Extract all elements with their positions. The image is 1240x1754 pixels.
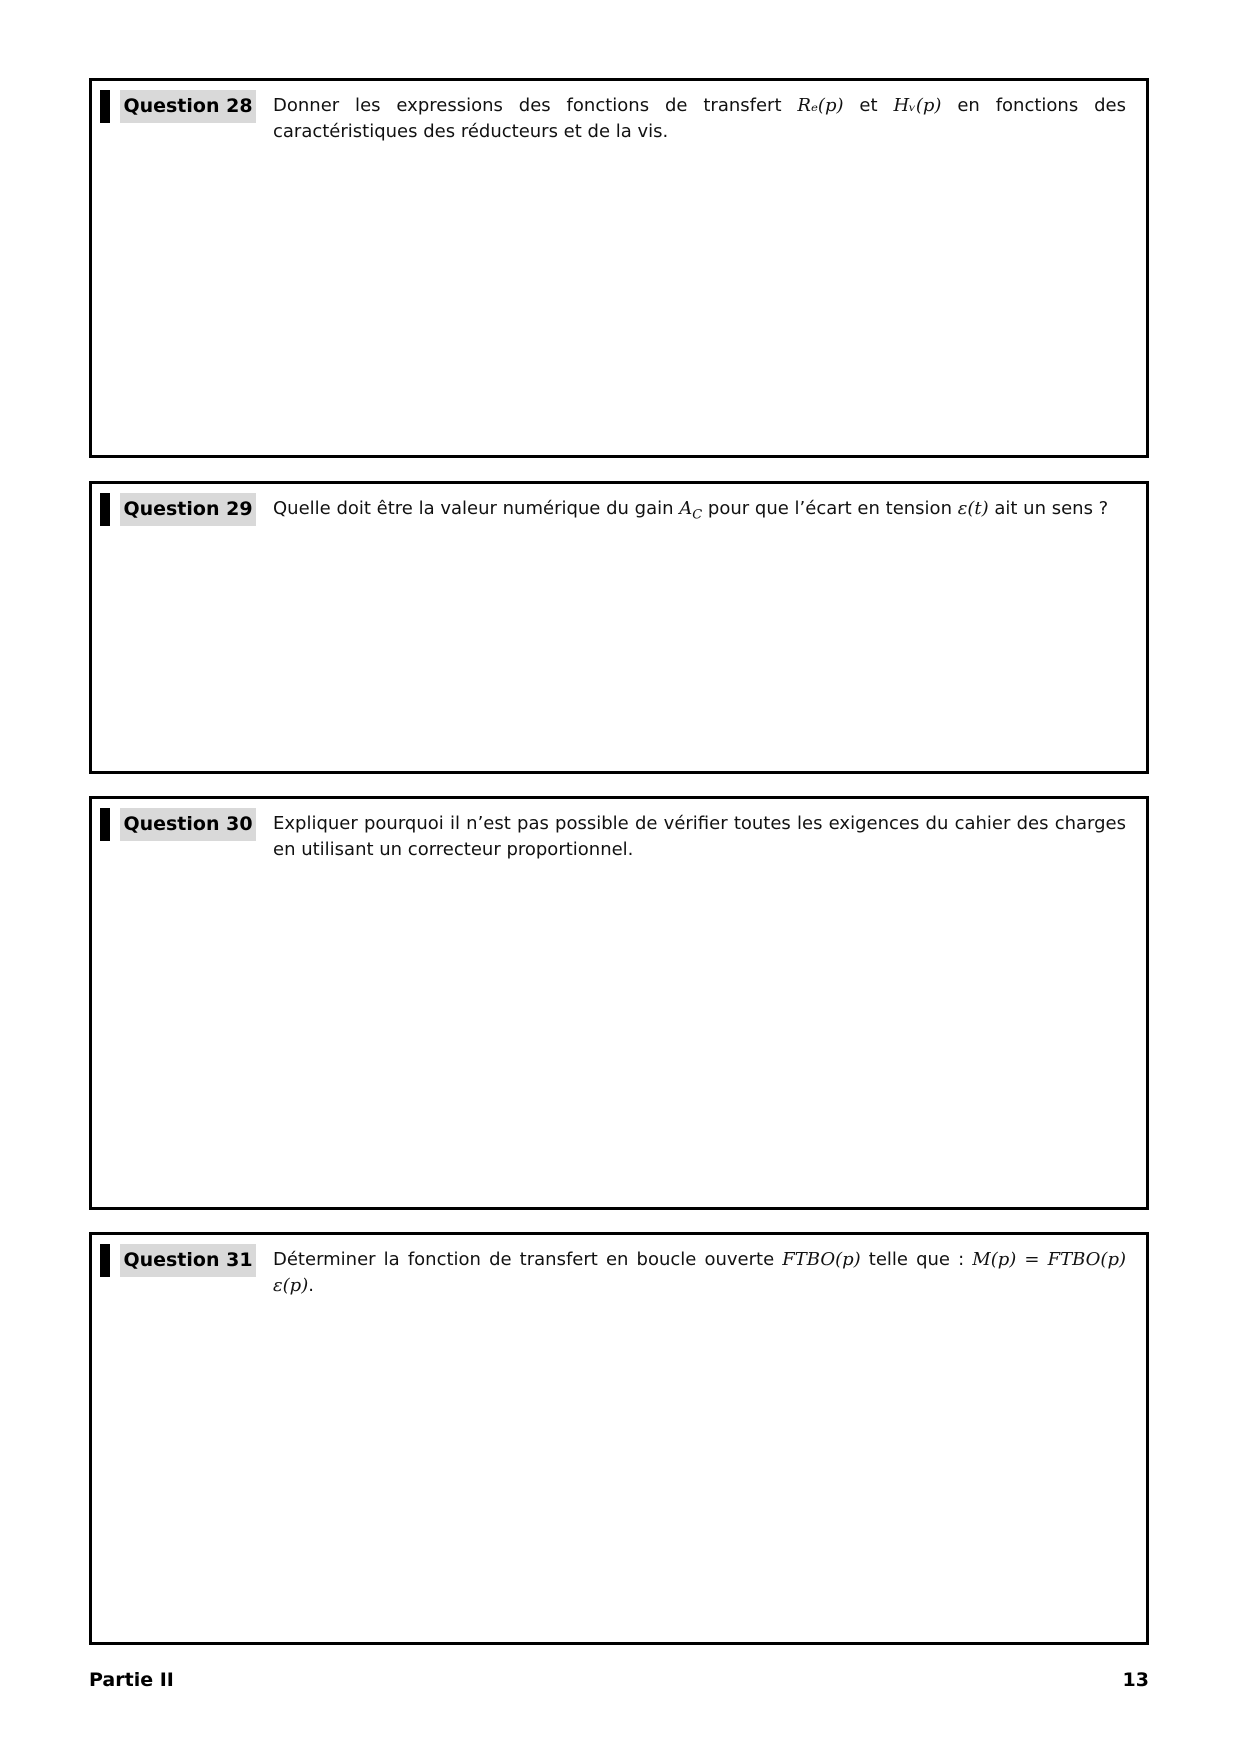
question-text-part: et (843, 95, 894, 116)
math-expression: ε(t) (957, 498, 989, 519)
question-marker-bar (100, 90, 110, 123)
math-expression: Hᵥ(p) (893, 95, 942, 116)
answer-box-question-30 (89, 796, 1149, 1210)
page-number: 13 (1122, 1669, 1149, 1691)
question-text-part: . (308, 1275, 314, 1296)
answer-box-question-28 (89, 78, 1149, 458)
question-text-part: Déterminer la fonction de transfert en boucle ouverte (273, 1249, 783, 1270)
question-label: Question 28 (120, 90, 256, 123)
question-marker-bar (100, 1244, 110, 1277)
math-subscript: C (692, 507, 703, 523)
answer-box-question-31 (89, 1232, 1149, 1645)
question-text (273, 496, 1126, 529)
question-text-part: pour que l’écart en tension (702, 498, 958, 519)
question-text-part: en fonctions des caractéristiques des réducteurs et de la vis. (273, 95, 1126, 142)
question-text-part: ait un sens ? (988, 498, 1109, 519)
question-label: Question 31 (120, 1244, 256, 1277)
question-text-part: Quelle doit être la valeur numérique du gain (273, 498, 680, 519)
question-text-part: Donner les expressions des fonctions de transfert (273, 95, 798, 116)
question-marker-bar (100, 808, 110, 841)
math-expression: FTBO(p) (782, 1249, 861, 1270)
footer-part-label: Partie II (89, 1669, 174, 1691)
math-expression: M(p) = FTBO(p) ε(p) (273, 1249, 1126, 1296)
question-text-part: telle que : (860, 1249, 973, 1270)
question-label: Question 29 (120, 493, 256, 526)
question-text (273, 1247, 1126, 1299)
question-text (273, 93, 1126, 145)
question-label: Question 30 (120, 808, 256, 841)
answer-box-question-29 (89, 481, 1149, 774)
question-text (273, 811, 1126, 863)
math-expression: Rₑ(p) (797, 95, 844, 116)
question-marker-bar (100, 493, 110, 526)
question-text-part: Expliquer pourquoi il n’est pas possible de vérifier toutes les exigences du cahier des charges en utilisant un correcteur proportionnel. (273, 813, 1126, 860)
math-expression: A (679, 498, 693, 519)
